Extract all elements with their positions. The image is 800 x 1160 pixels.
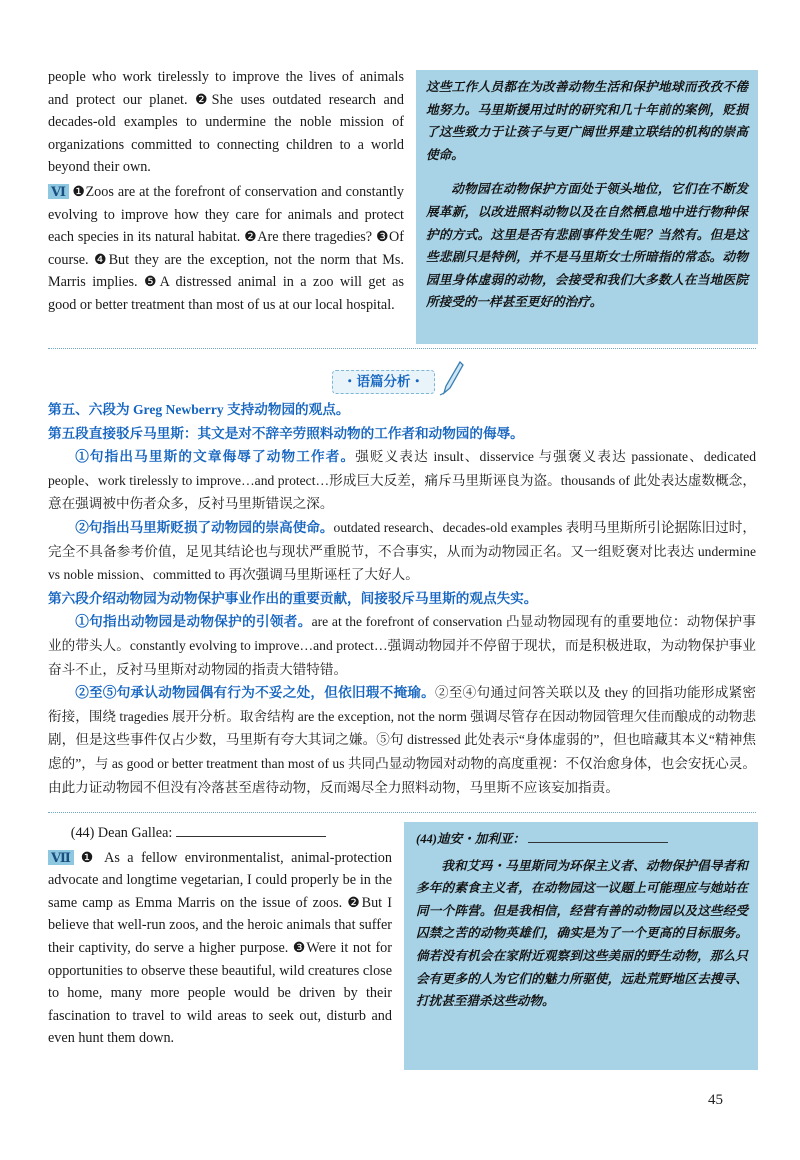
point-1-body: 强贬义表达 insult、disservice 与强褒义表达 passionate、dedicated people、work tirelessly to improve…and protect…形成巨大反差，痛斥马里斯诬良为盗。thousands of 此处表达虚数概念，意在强调被中伤者众多，反衬马里斯错误之深。: [48, 449, 757, 512]
top-chinese-box: [416, 70, 758, 344]
para6-text: ❶Zoos are at the forefront of conservation and constantly evolving to improve how they care for animals and protect each species in its natural habitat. ❷Are there tragedies? ❸Of course. ❹But they are the exception, not the norm that Ms. Marris implies. ❺A distressed animal in a zoo will get as good or better treatment than most of us at our local hospital.: [48, 183, 404, 313]
analysis-point-3: [48, 610, 756, 681]
point-2-lead: ②句指出马里斯贬损了动物园的崇高使命。: [75, 519, 334, 535]
zh-translation-1: 这些工作人员都在为改善动物生活和保护地球而孜孜不倦地努力。马里斯援用过时的研究和几十年前的案例，贬损了这些致力于让孩子与更广阔世界建立联结的机构的崇高使命。: [426, 80, 748, 162]
zh-translation-2: 动物园在动物保护方面处于领头地位，它们在不断发展革新，以改进照料动物以及在自然栖息地中进行物种保护的方式。这里是否有悲剧事件发生呢？当然有。但是这些悲剧只是特例，并不是马里斯女士所暗指的常态。动物园里身体虚弱的动物，会接受和我们大多数人在当地医院所接受的一样甚至更好的治疗。: [426, 182, 748, 310]
point-4-body: ②至④句通过问答关联以及 they 的回指功能形成紧密衔接，围绕 tragedies 展开分析。取舍结构 are the exception, not the norm 强调尽管存在因动物园管理欠佳而酿成的动物悲剧，但是这些事件仅占少数，马里斯有夸大其词之嫌。⑤句 distressed 此处表示“身体虚弱的”，但也暗藏其本义“精神焦虑的”，与 as good or better treatment than most of us 共同凸显动物园对动物的高度重视：不仅治愈身体，也会安抚心灵。由此力证动物园不但没有冷落甚至虐待动物，反而竭尽全力照料动物，马里斯不应该妄加指责。: [48, 685, 757, 795]
para6-label: Ⅵ: [48, 184, 69, 199]
para6: [48, 181, 404, 317]
zh-question-44-text: (44)迪安・加利亚：: [416, 832, 526, 846]
separator-bottom: [48, 812, 756, 813]
separator-top: [48, 348, 756, 349]
top-english-column: [48, 66, 404, 317]
analysis-heading-3: 第六段介绍动物园为动物保护事业作出的重要贡献，间接驳斥马里斯的观点失实。: [48, 590, 538, 606]
pen-icon: [438, 360, 464, 396]
question-44-text: (44) Dean Gallea:: [70, 825, 173, 841]
question-44-label: [48, 822, 392, 845]
para5-continuation: people who work tirelessly to improve the lives of animals and protect our planet. ❷She uses outdated research and decades-old examples to undermine the noble mission of organizations committed to connecting children to a world beyond their own.: [48, 69, 404, 176]
zh-question-44: [416, 828, 748, 851]
point-3-body: are at the forefront of conservation 凸显动物园现有的重要地位：动物保护事业的带头人。constantly evolving to improve…and protect…强调动物园并不停留于现状，而是积极进取，为动物保护事业奋斗不止，反衬马里斯对动物园的指责大错特错。: [48, 614, 756, 677]
page-number: 45: [708, 1092, 723, 1108]
analysis-heading-1: 第五、六段为 Greg Newberry 支持动物园的观点。: [48, 402, 350, 417]
para7: [48, 847, 392, 1050]
analysis-badge: ・语篇分析・: [332, 370, 435, 394]
point-3-lead: ①句指出动物园是动物保护的引领者。: [75, 614, 312, 630]
point-2-body: outdated research、decades-old examples 表明马里斯所引论据陈旧过时，完全不具备参考价值，足见其结论也与现状严重脱节，不合事实，从而为动物园正名。又一组贬褒对比表达 undermine vs noble mission、committed to 再次强调马里斯诬枉了大好人。: [48, 519, 756, 583]
point-4-lead: ②至⑤句承认动物园偶有行为不妥之处，但依旧瑕不掩瑜。: [75, 685, 435, 701]
analysis-point-4: [48, 681, 756, 799]
para7-label: Ⅶ: [48, 850, 74, 865]
analysis-point-2: [48, 516, 756, 587]
bottom-chinese-box: [404, 822, 758, 1070]
analysis-point-1: [48, 445, 756, 516]
analysis-heading-2: 第五段直接驳斥马里斯：其文是对不辞辛劳照料动物的工作者和动物园的侮辱。: [48, 425, 524, 441]
answer-blank[interactable]: [176, 822, 326, 837]
zh-answer-blank[interactable]: [528, 828, 668, 843]
para7-text: ❶ As a fellow environmentalist, animal-protection advocate and longtime vegetarian, I could properly be in the same camp as Emma Marris on the issue of zoos. ❷But I believe that well-run zoos, and the heroic animals that suffer their captivity, do serve a higher purpose. ❸Were it not for opportunities to observe these beautiful, wild creatures close to home, many more people would be driven by their fascination to travel to wild areas to seek out, disturb and even hunt them down.: [48, 849, 392, 1047]
zh-translation-3: 我和艾玛・马里斯同为环保主义者、动物保护倡导者和多年的素食主义者，在动物园这一议题上可能理应与她站在同一个阵营。但是我相信，经营有善的动物园以及这些经受囚禁之苦的动物英雄们，确实是为了一个更高的目标服务。倘若没有机会在家附近观察到这些美丽的野生动物，那么只会有更多的人为它们的魅力所驱使，远赴荒野地区去搜寻、打扰甚至猎杀这些动物。: [416, 858, 748, 1009]
bottom-english-column: [48, 822, 392, 1050]
point-1-lead: ①句指出马里斯的文章侮辱了动物工作者。: [75, 449, 356, 465]
analysis-body: [48, 398, 756, 799]
